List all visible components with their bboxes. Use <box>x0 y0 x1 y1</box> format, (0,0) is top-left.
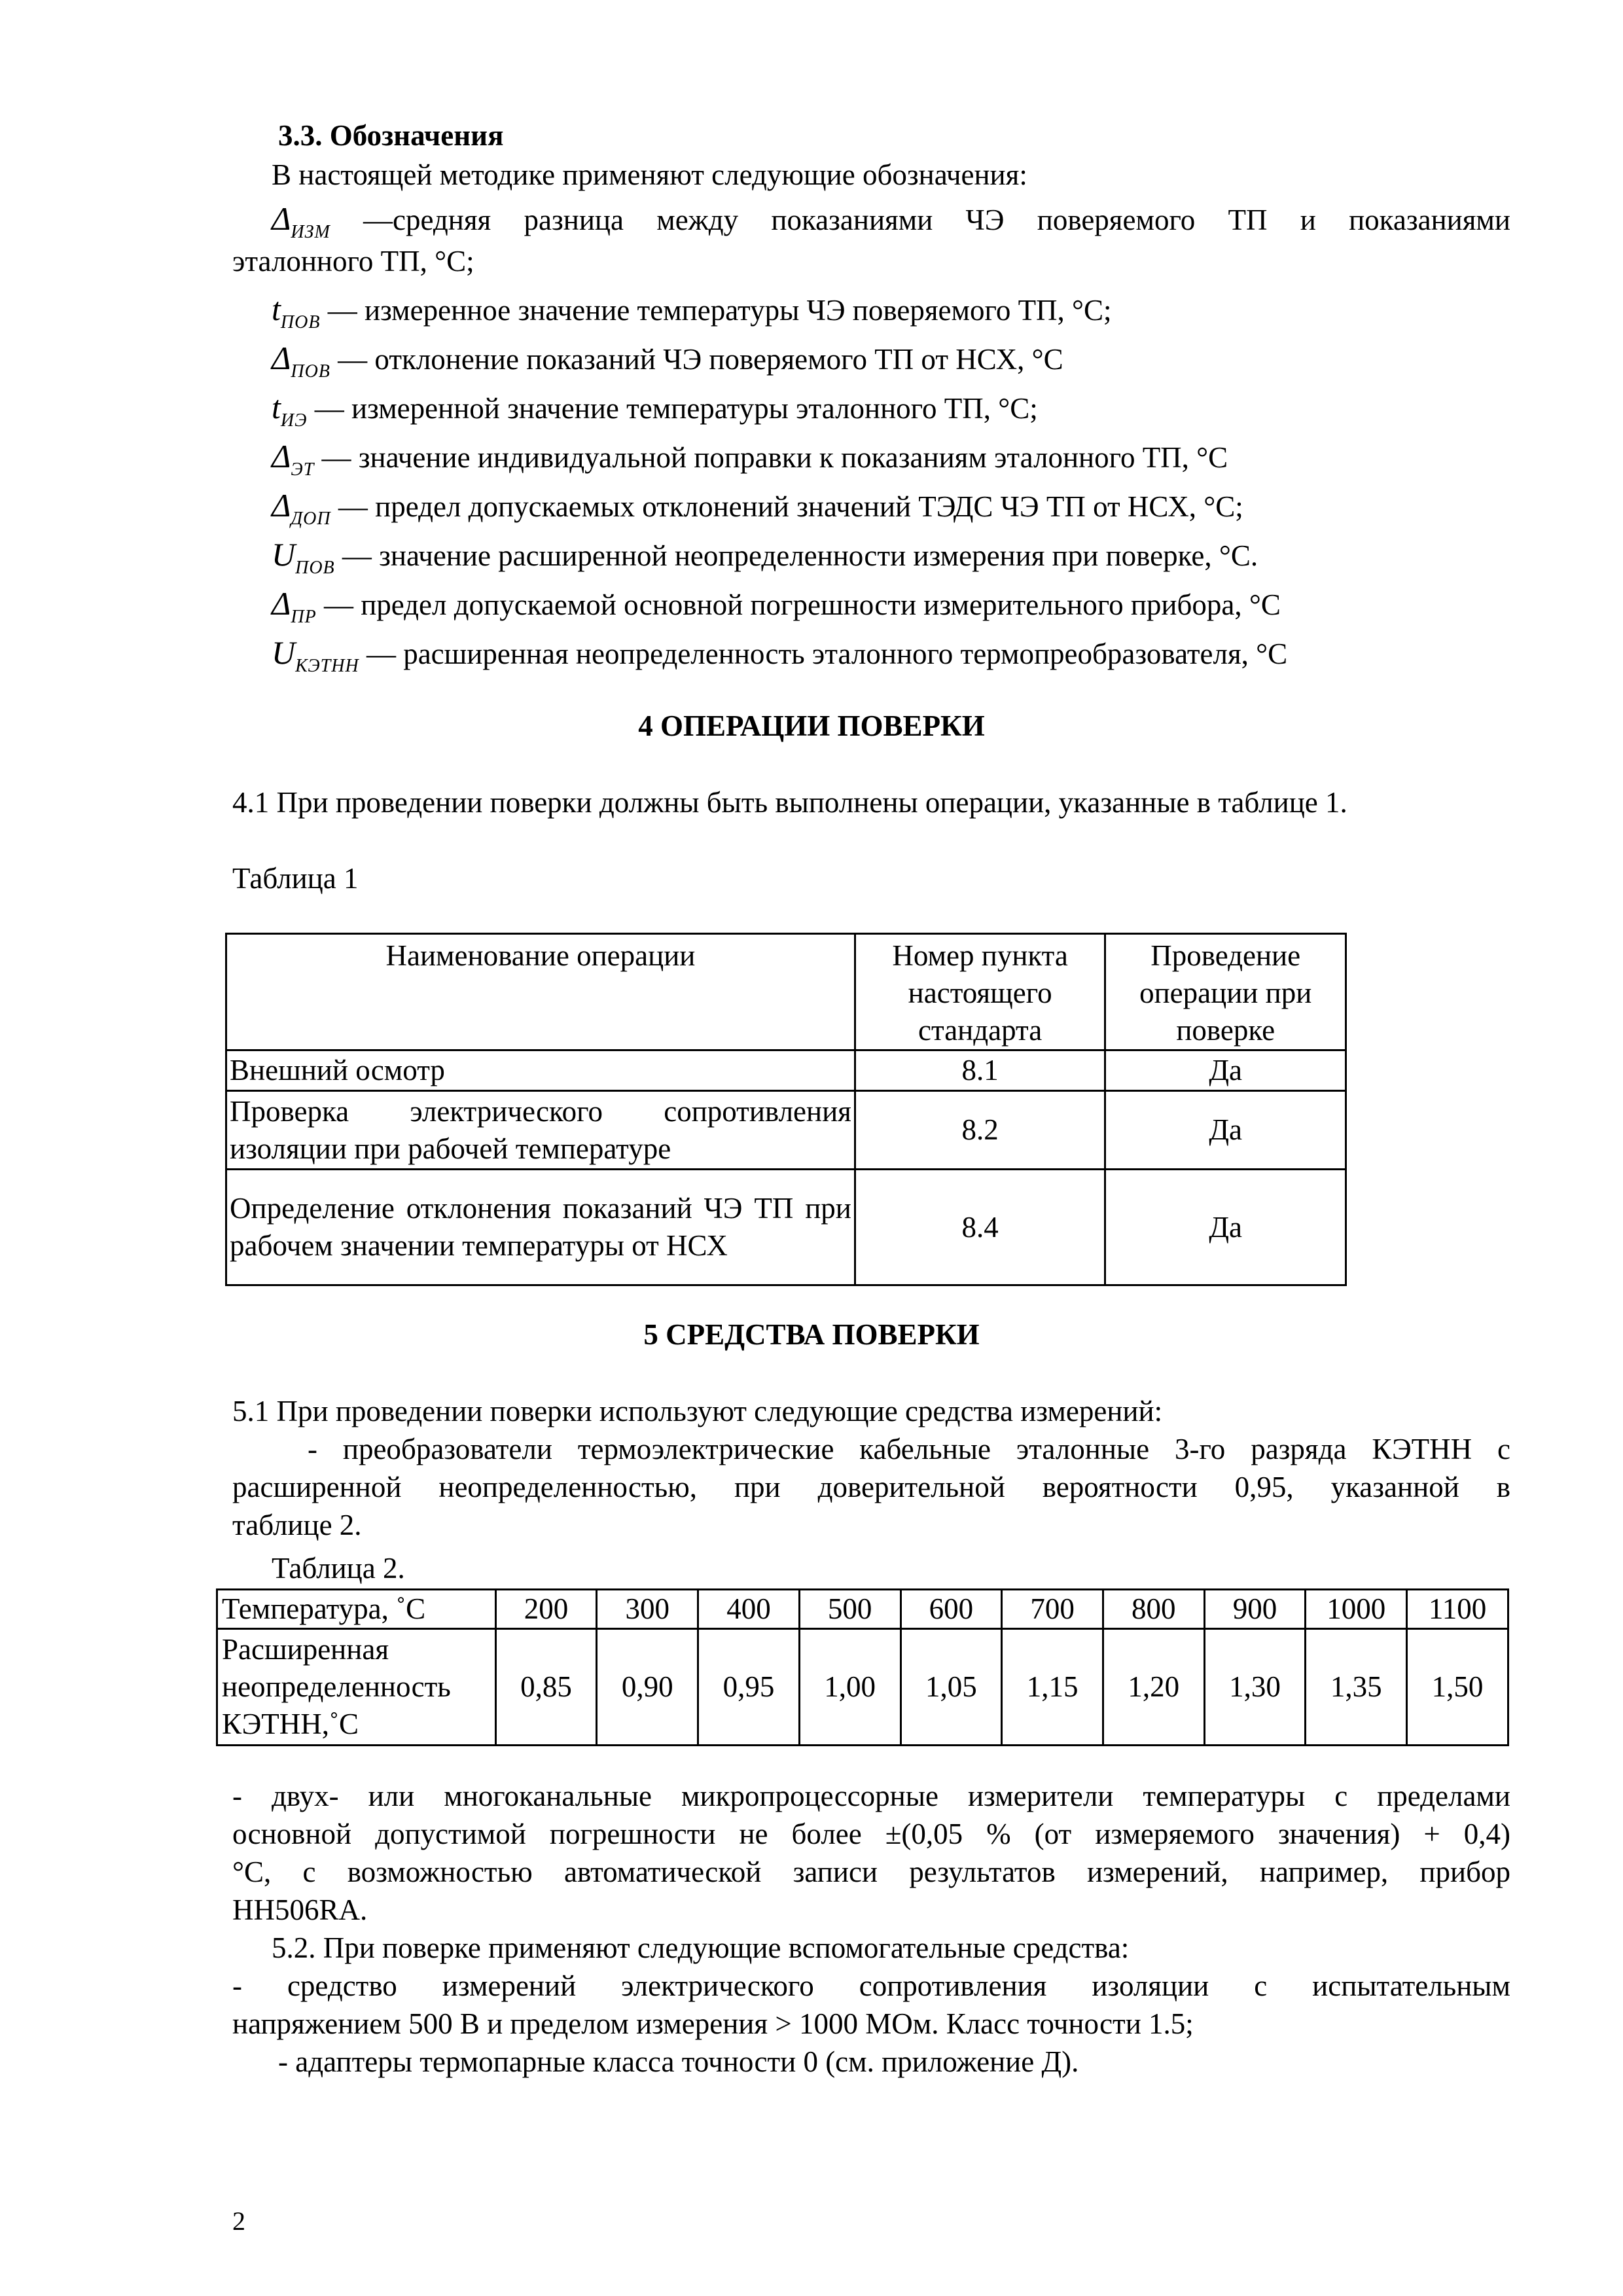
section-5-1-paragraph: 5.1 При проведении поверки используют следующие средства измерений: <box>232 1395 1163 1427</box>
uncertainty-row: Расширенная неопределенность КЭТНН,˚С 0,85 0,90 0,95 1,00 1,05 1,15 1,20 1,30 1,35 1,50 <box>217 1629 1508 1746</box>
list-item-reference-thermocouples: - преобразователи термоэлектрические кабельные эталонные 3-го разряда КЭТНН с <box>308 1433 1510 1465</box>
header-item-number: Номер пункта настоящего стандарта <box>855 934 1105 1050</box>
definition-item: $t_{ИЭ}$ — измеренной значение температуры эталонного ТП, °С; <box>272 389 1038 431</box>
definition-symbol: Δ <box>272 200 291 237</box>
temperature-row: Температура, ˚С 200 300 400 500 600 700 800 900 1000 1100 <box>217 1590 1508 1629</box>
table-header-row <box>226 934 1346 1050</box>
definition-list <box>272 285 1287 677</box>
table-row: Проверка электрического сопротивления изоляции при рабочей температуре 8.2 Да <box>226 1091 1346 1170</box>
definition-item: $U_{КЭТНН}$ — расширенная неопределенность эталонного термопреобразователя, °С <box>272 634 1288 676</box>
definition-item: $\Delta_{ДОП}$ — предел допускаемых отклонений значений ТЭДС ЧЭ ТП от НСХ, °С; <box>272 487 1243 529</box>
section-3-3-intro: В настоящей методике применяют следующие обозначения: <box>272 158 1027 191</box>
uncertainty-table <box>216 1588 1509 1746</box>
section-5-heading: 5 СРЕДСТВА ПОВЕРКИ <box>643 1318 980 1351</box>
list-item-temperature-meters-cont: основной допустимой погрешности не более ±(0,05 % (от измеряемого значения) + 0,4) <box>232 1818 1510 1850</box>
definition-item: $\Delta_{ПОВ}$ — отклонение показаний ЧЭ поверяемого ТП от НСХ, °С <box>272 340 1063 382</box>
table-2-caption: Таблица 2. <box>272 1552 405 1585</box>
uncertainty-label: Расширенная неопределенность КЭТНН,˚С <box>217 1629 496 1746</box>
section-4-heading: 4 ОПЕРАЦИИ ПОВЕРКИ <box>638 709 985 742</box>
table-row: Определение отклонения показаний ЧЭ ТП при рабочем значении температуры от НСХ 8.4 Да <box>226 1170 1346 1285</box>
definition-item: $\Delta_{ПР}$ — предел допускаемой основной погрешности измерительного прибора, °С <box>272 585 1281 627</box>
list-item-insulation-meter: - средство измерений электрического сопротивления изоляции с испытательным <box>232 1969 1510 2002</box>
definition-item: $t_{ПОВ}$ — измеренное значение температуры ЧЭ поверяемого ТП, °С; <box>272 291 1112 332</box>
definition-subscript: ИЗМ <box>291 222 330 242</box>
table-row: Внешний осмотр 8.1 Да <box>226 1050 1346 1091</box>
operations-table <box>225 933 1347 1286</box>
list-item-adapters: - адаптеры термопарные класса точности 0 (см. приложение Д). <box>278 2045 1079 2078</box>
list-item-temperature-meters-end: НН506RA. <box>232 1893 368 1926</box>
header-performed: Проведение операции при поверке <box>1105 934 1346 1050</box>
definition-text: —средняя разница между показаниями ЧЭ поверяемого ТП и показаниями <box>363 204 1510 236</box>
definition-item: $\Delta_{ЭТ}$ — значение индивидуальной поправки к показаниям эталонного ТП, °С <box>272 438 1228 480</box>
list-item-insulation-meter-cont: напряжением 500 В и пределом измерения > 1000 МОм. Класс точности 1.5; <box>232 2007 1194 2040</box>
list-item-temperature-meters: - двух- или многоканальные микропроцессорные измерители температуры с пределами <box>232 1780 1510 1812</box>
section-3-3-heading: 3.3. Обозначения <box>278 119 504 152</box>
header-operation-name: Наименование операции <box>226 934 855 1050</box>
list-item-reference-thermocouples-cont: расширенной неопределенностью, при доверительной вероятности 0,95, указанной в <box>232 1471 1510 1503</box>
list-item-temperature-meters-cont: °С, с возможностью автоматической записи результатов измерений, например, прибор <box>232 1856 1510 1888</box>
table-1-caption: Таблица 1 <box>232 862 359 895</box>
definition-izm-continuation: эталонного ТП, °С; <box>232 245 474 278</box>
list-item-reference-thermocouples-end: таблице 2. <box>232 1509 362 1541</box>
section-5-2-paragraph: 5.2. При поверке применяют следующие вспомогательные средства: <box>272 1931 1130 1964</box>
temperature-label: Температура, ˚С <box>217 1590 496 1629</box>
definition-item: $U_{ПОВ}$ — значение расширенной неопределенности измерения при поверке, °С. <box>272 536 1258 578</box>
page-number: 2 <box>232 2206 245 2236</box>
section-4-paragraph: 4.1 При проведении поверки должны быть выполнены операции, указанные в таблице 1. <box>232 786 1347 819</box>
